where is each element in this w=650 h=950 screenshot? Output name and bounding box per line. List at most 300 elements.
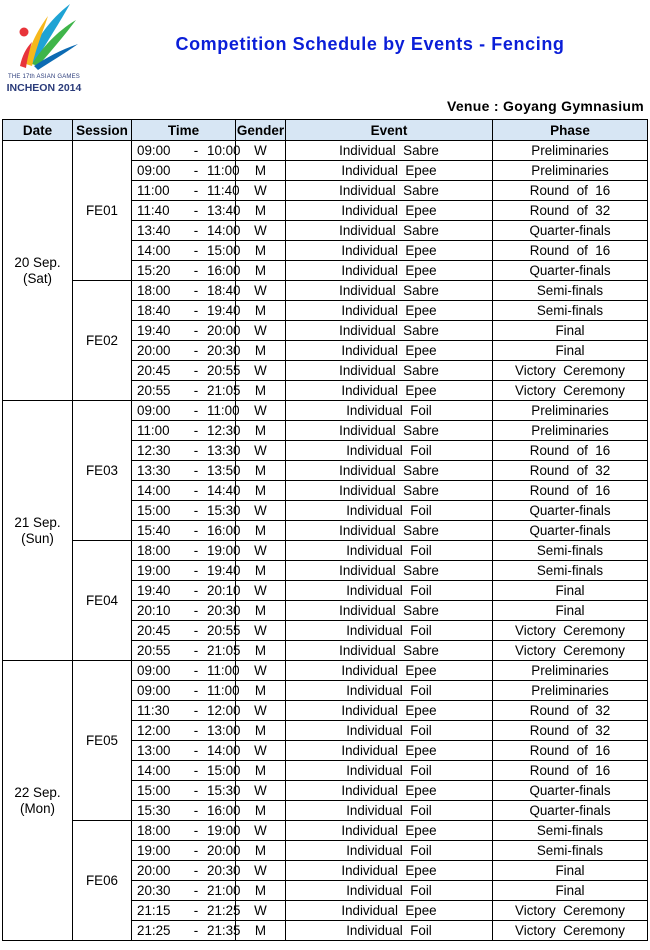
end-time: 15:30: [207, 783, 241, 798]
gender-cell: W: [236, 781, 286, 801]
gender-cell: W: [236, 661, 286, 681]
gender-cell: M: [236, 601, 286, 621]
event-cell: Individual Foil: [286, 441, 493, 461]
event-cell: Individual Epee: [286, 821, 493, 841]
end-time: 11:00: [207, 683, 240, 698]
time-cell: [132, 641, 241, 661]
end-time: 19:00: [207, 543, 241, 558]
time-cell: [132, 781, 241, 801]
end-time: 10:00: [207, 143, 241, 158]
session-code: FE01: [73, 141, 132, 281]
event-cell: Individual Sabre: [286, 321, 493, 341]
end-time: 20:30: [207, 603, 241, 618]
phase-cell: Semi-finals: [493, 301, 648, 321]
gender-cell: W: [236, 741, 286, 761]
gender-cell: M: [236, 421, 286, 441]
start-time: 20:55: [137, 643, 171, 658]
time-cell: [132, 161, 240, 181]
end-time: 14:40: [207, 483, 241, 498]
event-cell: Individual Foil: [286, 881, 493, 901]
time-separator: -: [193, 803, 199, 818]
time-cell: [132, 421, 241, 441]
start-time: 09:00: [137, 663, 171, 678]
schedule-row: [3, 141, 648, 161]
start-time: 15:00: [137, 783, 171, 798]
gender-cell: W: [236, 141, 286, 161]
session-code: FE06: [73, 821, 132, 941]
date-cell: [3, 661, 73, 941]
start-time: 13:00: [137, 743, 171, 758]
event-cell: Individual Sabre: [286, 601, 493, 621]
time-cell: [132, 761, 241, 781]
event-cell: Individual Foil: [286, 721, 493, 741]
phase-cell: Quarter-finals: [493, 501, 648, 521]
start-time: 11:30: [137, 703, 170, 718]
page-title: Competition Schedule by Events - Fencing: [175, 34, 565, 54]
end-time: 16:00: [207, 523, 241, 538]
end-time: 21:05: [207, 383, 241, 398]
time-separator: -: [193, 303, 199, 318]
time-separator: -: [193, 403, 199, 418]
event-cell: Individual Sabre: [286, 361, 493, 381]
time-separator: -: [193, 223, 199, 238]
end-time: 15:00: [207, 763, 241, 778]
time-separator: -: [193, 343, 199, 358]
time-cell: [132, 201, 241, 221]
phase-cell: Final: [493, 601, 648, 621]
end-time: 21:00: [207, 883, 241, 898]
end-time: 13:00: [207, 723, 241, 738]
event-cell: Individual Epee: [286, 261, 493, 281]
time-separator: -: [193, 503, 199, 518]
schedule-row: [3, 541, 648, 561]
time-separator: -: [193, 443, 199, 458]
time-separator: -: [193, 463, 199, 478]
time-cell: [132, 741, 241, 761]
time-separator: -: [193, 643, 199, 658]
time-cell: [132, 141, 241, 161]
event-cell: Individual Epee: [286, 741, 493, 761]
time-separator: -: [193, 723, 199, 738]
time-separator: -: [193, 163, 199, 178]
phase-cell: Victory Ceremony: [493, 921, 648, 941]
end-time: 19:00: [207, 823, 241, 838]
event-cell: Individual Foil: [286, 841, 493, 861]
phase-cell: Quarter-finals: [493, 521, 648, 541]
end-time: 19:40: [207, 563, 241, 578]
time-cell: [132, 341, 241, 361]
gender-cell: W: [236, 821, 286, 841]
time-cell: [132, 481, 241, 501]
event-cell: Individual Epee: [286, 701, 493, 721]
logo-title: INCHEON 2014: [6, 82, 82, 94]
gender-cell: W: [236, 541, 286, 561]
gender-cell: W: [236, 621, 286, 641]
end-time: 15:00: [207, 243, 241, 258]
gender-cell: M: [236, 301, 286, 321]
time-separator: -: [193, 923, 199, 938]
phase-cell: Final: [493, 881, 648, 901]
gender-cell: M: [236, 241, 286, 261]
asian-games-logo: [4, 2, 84, 94]
phase-cell: Final: [493, 861, 648, 881]
gender-cell: W: [236, 281, 286, 301]
schedule-row: [3, 821, 648, 841]
schedule-body: [3, 141, 648, 941]
time-cell: [132, 261, 241, 281]
end-time: 11:00: [207, 663, 240, 678]
phase-cell: Victory Ceremony: [493, 381, 648, 401]
time-separator: -: [193, 603, 199, 618]
event-cell: Individual Sabre: [286, 481, 493, 501]
start-time: 20:10: [137, 603, 171, 618]
phase-cell: Round of 32: [493, 701, 648, 721]
end-time: 12:30: [207, 423, 241, 438]
end-time: 21:35: [207, 923, 241, 938]
phase-cell: Semi-finals: [493, 561, 648, 581]
time-separator: -: [193, 323, 199, 338]
event-cell: Individual Foil: [286, 621, 493, 641]
header-row: [3, 120, 648, 141]
gender-cell: M: [236, 161, 286, 181]
gender-cell: W: [236, 501, 286, 521]
time-cell: [132, 521, 241, 541]
phase-cell: Round of 16: [493, 761, 648, 781]
end-time: 11:40: [207, 183, 240, 198]
header-gender: Gender: [236, 120, 286, 141]
session-code: FE04: [73, 541, 132, 661]
header-event: Event: [286, 120, 493, 141]
event-cell: Individual Epee: [286, 781, 493, 801]
event-cell: Individual Foil: [286, 401, 493, 421]
start-time: 11:00: [137, 423, 170, 438]
end-time: 12:00: [207, 703, 241, 718]
start-time: 20:00: [137, 343, 171, 358]
phase-cell: Victory Ceremony: [493, 901, 648, 921]
start-time: 20:55: [137, 383, 171, 398]
gender-cell: W: [236, 581, 286, 601]
end-time: 11:00: [207, 163, 240, 178]
gender-cell: W: [236, 361, 286, 381]
event-cell: Individual Foil: [286, 801, 493, 821]
gender-cell: M: [236, 561, 286, 581]
time-separator: -: [193, 583, 199, 598]
start-time: 20:45: [137, 623, 171, 638]
event-cell: Individual Sabre: [286, 421, 493, 441]
event-cell: Individual Foil: [286, 921, 493, 941]
time-separator: -: [193, 423, 199, 438]
start-time: 18:00: [137, 823, 171, 838]
date-label: 20 Sep.: [14, 254, 61, 270]
end-time: 20:00: [207, 843, 241, 858]
event-cell: Individual Sabre: [286, 561, 493, 581]
start-time: 18:00: [137, 283, 171, 298]
phase-cell: Final: [493, 321, 648, 341]
start-time: 12:30: [137, 443, 171, 458]
time-cell: [132, 381, 241, 401]
start-time: 19:00: [137, 843, 171, 858]
event-cell: Individual Sabre: [286, 221, 493, 241]
time-separator: -: [193, 563, 199, 578]
end-time: 21:05: [207, 643, 241, 658]
phase-cell: Victory Ceremony: [493, 641, 648, 661]
time-cell: [132, 241, 241, 261]
start-time: 21:15: [137, 903, 171, 918]
phase-cell: Round of 16: [493, 741, 648, 761]
time-separator: -: [193, 903, 199, 918]
end-time: 16:00: [207, 263, 241, 278]
end-time: 18:40: [207, 283, 241, 298]
start-time: 12:00: [137, 723, 171, 738]
time-cell: [132, 721, 241, 741]
phase-cell: Preliminaries: [493, 681, 648, 701]
start-time: 14:00: [137, 243, 171, 258]
time-separator: -: [193, 623, 199, 638]
phase-cell: Round of 32: [493, 721, 648, 741]
time-separator: -: [193, 523, 199, 538]
phase-cell: Round of 16: [493, 441, 648, 461]
time-separator: -: [193, 703, 199, 718]
header-phase: Phase: [493, 120, 648, 141]
time-cell: [132, 401, 240, 421]
time-separator: -: [193, 683, 199, 698]
date-cell: [3, 401, 73, 661]
start-time: 09:00: [137, 683, 171, 698]
event-cell: Individual Epee: [286, 661, 493, 681]
start-time: 13:40: [137, 223, 171, 238]
session-code: FE02: [73, 281, 132, 401]
start-time: 15:30: [137, 803, 171, 818]
time-separator: -: [193, 483, 199, 498]
end-time: 13:30: [207, 443, 241, 458]
gender-cell: W: [236, 181, 286, 201]
gender-cell: W: [236, 901, 286, 921]
start-time: 21:25: [137, 923, 171, 938]
start-time: 09:00: [137, 403, 171, 418]
gender-cell: M: [236, 201, 286, 221]
time-cell: [132, 561, 241, 581]
gender-cell: M: [236, 261, 286, 281]
gender-cell: M: [236, 481, 286, 501]
time-cell: [132, 321, 241, 341]
time-separator: -: [193, 183, 199, 198]
gender-cell: W: [236, 861, 286, 881]
schedule-row: [3, 281, 648, 301]
phase-cell: Preliminaries: [493, 401, 648, 421]
event-cell: Individual Sabre: [286, 521, 493, 541]
time-cell: [132, 821, 241, 841]
gender-cell: M: [236, 681, 286, 701]
start-time: 13:30: [137, 463, 171, 478]
event-cell: Individual Epee: [286, 341, 493, 361]
gender-cell: M: [236, 721, 286, 741]
gender-cell: M: [236, 641, 286, 661]
start-time: 19:00: [137, 563, 171, 578]
time-separator: -: [193, 543, 199, 558]
gender-cell: M: [236, 921, 286, 941]
time-cell: [132, 801, 241, 821]
date-label: 22 Sep.: [14, 784, 61, 800]
gender-cell: M: [236, 841, 286, 861]
header-date: Date: [3, 120, 73, 141]
end-time: 11:00: [207, 403, 240, 418]
time-separator: -: [193, 863, 199, 878]
gender-cell: M: [236, 461, 286, 481]
phase-cell: Victory Ceremony: [493, 621, 648, 641]
phase-cell: Victory Ceremony: [493, 361, 648, 381]
time-cell: [132, 861, 241, 881]
gender-cell: W: [236, 221, 286, 241]
gender-cell: M: [236, 521, 286, 541]
time-cell: [132, 541, 241, 561]
start-time: 11:40: [137, 203, 170, 218]
event-cell: Individual Epee: [286, 901, 493, 921]
time-cell: [132, 701, 241, 721]
gender-cell: M: [236, 881, 286, 901]
event-cell: Individual Epee: [286, 861, 493, 881]
time-cell: [132, 621, 241, 641]
time-separator: -: [193, 843, 199, 858]
event-cell: Individual Sabre: [286, 641, 493, 661]
weekday-label: (Sun): [21, 530, 54, 546]
start-time: 09:00: [137, 163, 171, 178]
time-cell: [132, 181, 240, 201]
gender-cell: W: [236, 321, 286, 341]
event-cell: Individual Foil: [286, 761, 493, 781]
start-time: 15:00: [137, 503, 171, 518]
gender-cell: M: [236, 381, 286, 401]
end-time: 20:55: [207, 623, 241, 638]
start-time: 20:45: [137, 363, 171, 378]
event-cell: Individual Sabre: [286, 181, 493, 201]
session-code: FE03: [73, 401, 132, 541]
time-separator: -: [193, 143, 199, 158]
end-time: 14:00: [207, 223, 241, 238]
gender-cell: M: [236, 801, 286, 821]
event-cell: Individual Epee: [286, 381, 493, 401]
time-cell: [132, 301, 241, 321]
phase-cell: Preliminaries: [493, 141, 648, 161]
schedule-table: [2, 119, 648, 941]
end-time: 13:40: [207, 203, 241, 218]
phase-cell: Final: [493, 341, 648, 361]
gender-cell: W: [236, 701, 286, 721]
phase-cell: Preliminaries: [493, 421, 648, 441]
phase-cell: Semi-finals: [493, 841, 648, 861]
phase-cell: Round of 32: [493, 201, 648, 221]
phase-cell: Preliminaries: [493, 661, 648, 681]
start-time: 19:40: [137, 583, 171, 598]
phase-cell: Semi-finals: [493, 821, 648, 841]
venue-label: Venue : Goyang Gymnasium: [446, 98, 644, 114]
time-cell: [132, 441, 241, 461]
header-time: Time: [132, 120, 236, 141]
phase-cell: Quarter-finals: [493, 261, 648, 281]
time-separator: -: [193, 283, 199, 298]
time-separator: -: [193, 383, 199, 398]
date-cell: [3, 141, 73, 401]
end-time: 20:10: [207, 583, 241, 598]
time-cell: [132, 661, 240, 681]
time-separator: -: [193, 203, 199, 218]
time-cell: [132, 501, 241, 521]
time-separator: -: [193, 783, 199, 798]
gender-cell: M: [236, 761, 286, 781]
end-time: 20:00: [207, 323, 241, 338]
start-time: 20:00: [137, 863, 171, 878]
phase-cell: Round of 32: [493, 461, 648, 481]
start-time: 20:30: [137, 883, 171, 898]
event-cell: Individual Sabre: [286, 141, 493, 161]
time-separator: -: [193, 883, 199, 898]
session-code: FE05: [73, 661, 132, 821]
time-separator: -: [193, 743, 199, 758]
event-cell: Individual Foil: [286, 501, 493, 521]
weekday-label: (Sat): [22, 270, 53, 286]
event-cell: Individual Sabre: [286, 461, 493, 481]
phase-cell: Semi-finals: [493, 281, 648, 301]
phase-cell: Quarter-finals: [493, 221, 648, 241]
event-cell: Individual Foil: [286, 541, 493, 561]
weekday-label: (Mon): [20, 800, 55, 816]
phase-cell: Quarter-finals: [493, 781, 648, 801]
gender-cell: W: [236, 401, 286, 421]
end-time: 21:25: [207, 903, 241, 918]
event-cell: Individual Epee: [286, 201, 493, 221]
event-cell: Individual Sabre: [286, 281, 493, 301]
end-time: 15:30: [207, 503, 241, 518]
start-time: 14:00: [137, 763, 171, 778]
end-time: 19:40: [207, 303, 241, 318]
incheon-emblem-icon: [4, 2, 84, 74]
event-cell: Individual Epee: [286, 241, 493, 261]
phase-cell: Round of 16: [493, 181, 648, 201]
phase-cell: Preliminaries: [493, 161, 648, 181]
time-separator: -: [193, 363, 199, 378]
start-time: 19:40: [137, 323, 171, 338]
start-time: 11:00: [137, 183, 170, 198]
time-cell: [132, 881, 241, 901]
end-time: 16:00: [207, 803, 241, 818]
end-time: 20:55: [207, 363, 241, 378]
time-cell: [132, 361, 241, 381]
time-cell: [132, 461, 241, 481]
event-cell: Individual Foil: [286, 681, 493, 701]
time-cell: [132, 601, 241, 621]
event-cell: Individual Foil: [286, 581, 493, 601]
logo-caption: THE 17th ASIAN GAMES: [7, 74, 81, 80]
time-cell: [132, 681, 240, 701]
time-cell: [132, 841, 241, 861]
time-cell: [132, 921, 241, 941]
schedule-row: [3, 401, 648, 421]
time-separator: -: [193, 763, 199, 778]
time-cell: [132, 901, 241, 921]
start-time: 09:00: [137, 143, 171, 158]
start-time: 15:20: [137, 263, 171, 278]
end-time: 20:30: [207, 343, 241, 358]
gender-cell: M: [236, 341, 286, 361]
event-cell: Individual Epee: [286, 161, 493, 181]
end-time: 20:30: [207, 863, 241, 878]
phase-cell: Round of 16: [493, 241, 648, 261]
date-label: 21 Sep.: [14, 514, 61, 530]
phase-cell: Round of 16: [493, 481, 648, 501]
time-cell: [132, 581, 241, 601]
start-time: 18:00: [137, 543, 171, 558]
time-separator: -: [193, 243, 199, 258]
schedule-row: [3, 661, 648, 681]
